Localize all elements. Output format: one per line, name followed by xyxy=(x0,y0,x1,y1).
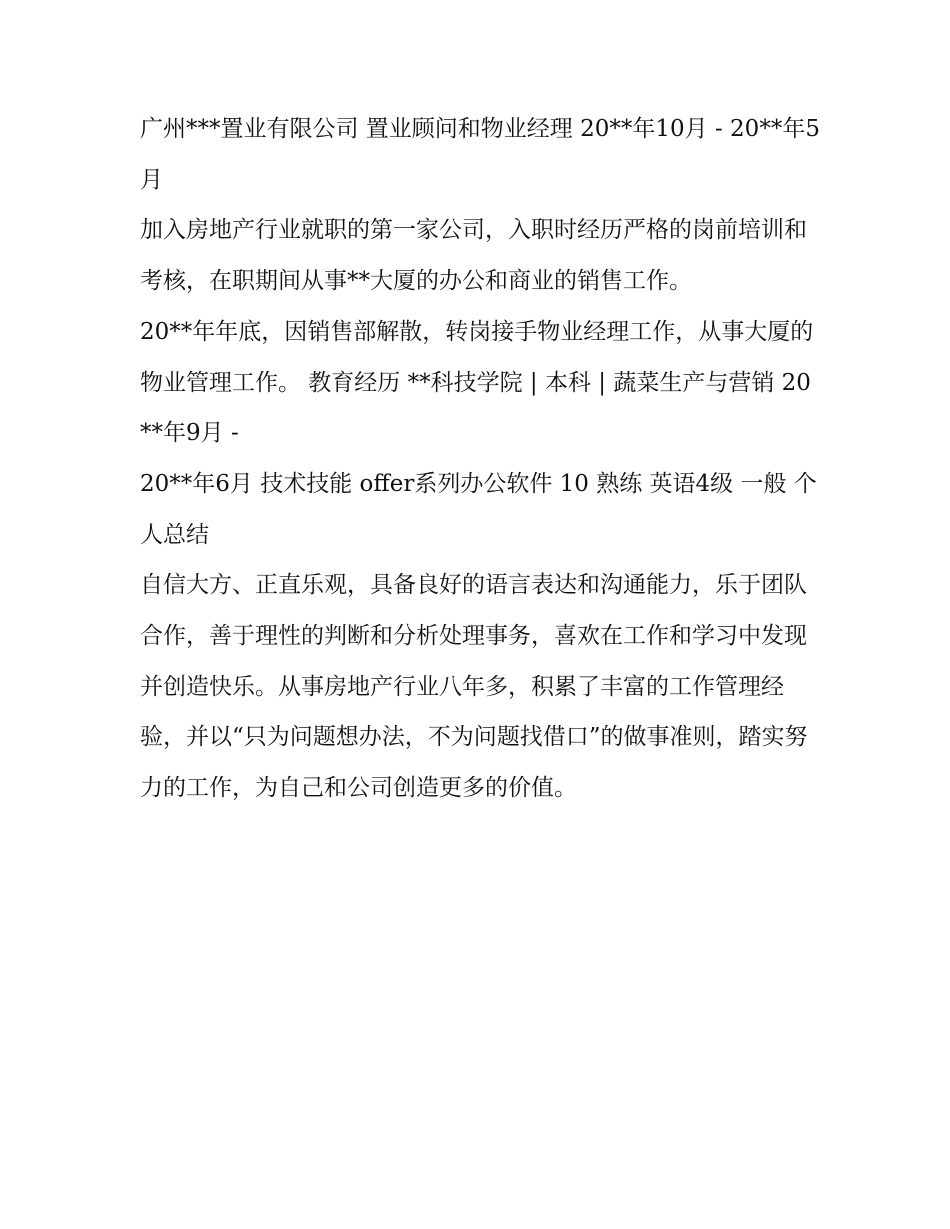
personal-summary: 自信大方、正直乐观，具备良好的语言表达和沟通能力，乐于团队合作，善于理性的判断和分析处理事务，喜欢在工作和学习中发现并创造快乐。从事房地产行业八年多，积累了丰富的工作管理经验，并以“只为问题想办法，不为问题找借口”的做事准则，踏实努力的工作，为自己和公司创造更多的价值。 xyxy=(140,572,808,802)
skills-section: 20**年6月 技术技能 offer系列办公软件 10 熟练 英语4级 一般 个人总结 xyxy=(140,470,817,548)
document-body xyxy=(140,104,820,814)
work-transfer-and-education: 20**年年底，因销售部解散，转岗接手物业经理工作，从事大厦的物业管理工作。 教育经历 **科技学院 | 本科 | 蔬菜生产与营销 20**年9月 - xyxy=(140,318,814,447)
work-experience-description: 加入房地产行业就职的第一家公司，入职时经历严格的岗前培训和考核，在职期间从事**大厦的办公和商业的销售工作。 xyxy=(140,217,807,295)
work-experience-header: 广州***置业有限公司 置业顾问和物业经理 20**年10月 - 20**年5月 xyxy=(140,116,820,193)
